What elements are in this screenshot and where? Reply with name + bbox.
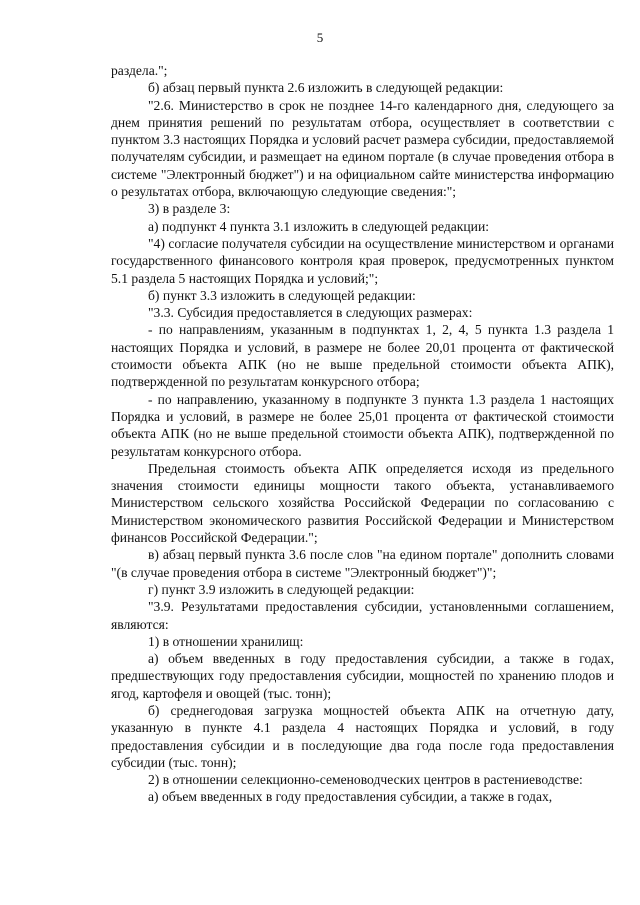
paragraph-section-end: раздела."; (111, 63, 168, 78)
paragraph-storage-load: б) среднегодовая загрузка мощностей объекта АПК на отчетную дату, указанную в пункте 4.1 раздела 4 настоящих Порядка и условий, в году предоставления субсидии и в последующие два года после года предоставления субсидии (тыс. тонн); (111, 702, 614, 770)
paragraph-item-b-2-6: б) абзац первый пункта 2.6 изложить в следующей редакции: (148, 80, 504, 96)
paragraph-max-cost: Предельная стоимость объекта АПК определяется исходя из предельного значения стоимости единицы мощности такого объекта, устанавливаемого Министерством сельского хозяйства Российской Федерации по согласованию с Министерством экономического развития Российской Федерации и Министерством финансов Российской Федерации."; (111, 460, 614, 546)
paragraph-storage-volume: а) объем введенных в году предоставления субсидии, а также в годах, предшествующих году предоставления субсидии, мощностей по хранению плодов и ягод, картофеля и овощей (тыс. тонн); (111, 651, 614, 701)
paragraph-item-a-3-1: а) подпункт 4 пункта 3.1 изложить в следующей редакции: (148, 218, 489, 234)
paragraph-rate-20: - по направлениям, указанным в подпунктах 1, 2, 4, 5 пункта 1.3 раздела 1 настоящих Порядка и условий, в размере не более 20,01 процента от фактической стоимости объекта АПК (но не выше предельной стоимости объекта АПК), подтвержденной по результатам конкурсного отбора; (111, 322, 614, 390)
paragraph-item-v-3-6: в) абзац первый пункта 3.6 после слов "на едином портале" дополнить словами "(в случае проведения отбора в системе "Электронный бюджет")"; (111, 547, 614, 580)
paragraph-item-g-3-9: г) пункт 3.9 изложить в следующей редакции: (148, 581, 415, 597)
document-body (111, 62, 614, 806)
paragraph-clause-4: "4) согласие получателя субсидии на осуществление министерством и органами государственного финансового контроля края проверок, предусмотренных пунктом 5.1 раздела 5 настоящих Порядка и условий;"; (111, 235, 614, 286)
paragraph-item-b-3-3: б) пункт 3.3 изложить в следующей редакции: (148, 287, 416, 303)
paragraph-clause-3-3: "3.3. Субсидия предоставляется в следующих размерах: (148, 305, 473, 321)
paragraph-clause-2-6: "2.6. Министерство в срок не позднее 14-го календарного дня, следующего за днем принятия решений по результатам отбора, осуществляет в соответствии с пунктом 3.3 настоящих Порядка и условий расчет размера субсидии, предоставляемой получателям субсидии, и размещает на едином портале (в случае проведения отбора в системе "Электронный бюджет") и на официальном сайте министерства информацию о результатах отбора, включающую следующие сведения:"; (111, 97, 614, 200)
paragraph-breeding-centers: 2) в отношении селекционно-семеноводческих центров в растениеводстве: (148, 772, 583, 788)
page-number: 5 (316, 30, 324, 45)
paragraph-breeding-volume: а) объем введенных в году предоставления субсидии, а также в годах, (148, 789, 553, 805)
paragraph-rate-25: - по направлению, указанному в подпункте 3 пункта 1.3 раздела 1 настоящих Порядка и условий, в размере не более 25,01 процента от фактической стоимости объекта АПК (но не выше предельной стоимости объекта АПК), подтвержденной по результатам конкурсного отбора. (111, 391, 614, 459)
paragraph-section-3: 3) в разделе 3: (148, 201, 231, 217)
paragraph-clause-3-9: "3.9. Результатами предоставления субсидии, установленными соглашением, являются: (111, 599, 614, 632)
paragraph-storages: 1) в отношении хранилищ: (148, 633, 304, 649)
